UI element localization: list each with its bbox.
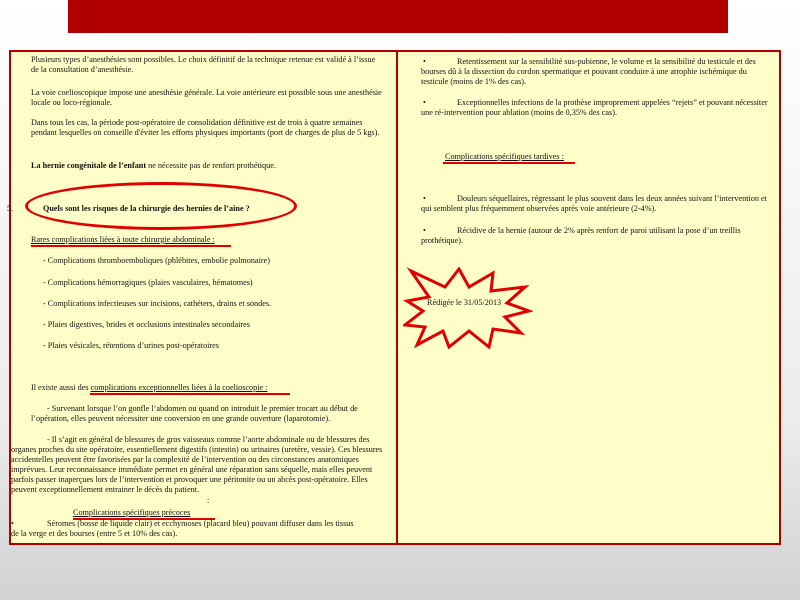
congenital-bold: La hernie congénitale de l’enfant [31,161,147,170]
bullet: • [423,57,426,66]
rare-complications-heading: Rares complications liées à toute chirurgie abdominale : [31,235,215,244]
paragraph-consolidation: Dans tous les cas, la période post-opératoire de consolidation définitive est de trois à quatre semaines pendant lesquelles on conseille d'éviter les efforts physiques importants (port de charges de plus de 5 kgs). [31,118,380,137]
exceptional-prefix: Il existe aussi des [31,383,91,392]
paragraph-recurrence: Récidive de la hernie (autour de 2% après renfort de paroi utilisant la pose d’un treillis prothétique). [421,226,741,245]
paragraph-congenital [31,161,383,171]
underline-exceptional [90,393,290,395]
paragraph-infections: Exceptionnelles infections de la prothèse improprement appelées “rejets” et pouvant nécessiter une ré-intervention pour ablation (moins de 0,35% des cas). [421,98,768,117]
list-item: - Plaies vésicales, rétentions d’urines post-opératoires [43,341,219,350]
early-complications-heading: Complications spécifiques précoces [73,508,191,517]
paragraph-sensitivity: Retentissement sur la sensibilité sus-pubienne, le volume et la sensibilité du testicule et des bourses dû à la dissection du cordon spermatique et pouvant conduire à une atrophie ischémique du testicule (moins de 1% des cas). [421,57,756,86]
starburst-icon [403,267,533,349]
list-item: - Complications hémorragiques (plaies vasculaires, hématomes) [43,278,253,287]
bullet: • [423,98,426,107]
list-item: - Complications infectieuses sur incisions, cathéters, drains et sondes. [43,299,272,308]
early-complications-colon: : [207,496,210,505]
exceptional-heading: complications exceptionnelles liées à la coelioscopie : [90,383,268,392]
bullet: • [423,226,426,235]
redaction-date: Rédigée le 31/05/2013 [427,298,502,307]
congenital-rest: ne nécessite pas de renfort prothétique. [146,161,276,170]
document-frame [9,50,781,545]
question-title: Quels sont les risques de la chirurgie des hernies de l’aine ? [43,204,250,213]
top-banner [68,0,728,33]
column-divider [396,52,398,543]
exceptional-complications-line [31,383,267,393]
paragraph-anesthesia-types: Plusieurs types d’anesthésies sont possibles. Le choix définitif de la technique retenue est validé à l’issue de la consultation d’anesthésie. [31,55,376,74]
left-column [7,52,394,543]
bullet: • [11,519,14,528]
underline-late [443,162,575,164]
late-complications-heading: Complications spécifiques tardives : [445,152,564,161]
list-item: - Complications thromboemboliques (phlébites, embolie pulmonaire) [43,256,270,265]
paragraph-trocart: - Survenant lorsque l’on gonfle l’abdomen ou quand on introduit le premier trocart au début de l’opération, elles peuvent nécessiter une conversion en une grande ouverture (laparotomie). [31,404,358,423]
highlight-oval [25,182,297,230]
paragraph-coelioscopy: La voie coelioscopique impose une anesthésie générale. La voie antérieure est possible sous une anesthésie locale ou loco-régionale. [31,88,382,107]
list-item: - Plaies digestives, brides et occlusions intestinales secondaires [43,320,250,329]
underline-rare [31,245,231,247]
paragraph-seromas: Séromes (bosse de liquide clair) et ecchymoses (placard bleu) pouvant diffuser dans les tissus de la verge et des bourses (entre 5 et 10% des cas). [11,519,354,538]
paragraph-injuries: - Il s’agit en général de blessures de gros vaisseaux comme l’aorte abdominale ou de blessures des organes proches du site opératoire, essentiellement digestifs (intestin) ou urinaires (uretère, vessie). Ces blessures accidentelles peuvent être favorisées par la complexité de l’intervention ou des circonstances anatomiques imprévues. Leur reconnaissance immédiate permet en général une réparation sans séquelle, mais elles peuvent parfois passer inaperçues lors de l’intervention et provoquer une péritonite ou un abcès post-opératoire. Elles peuvent exceptionnellement entrainer le décès du patient. [11,435,383,494]
bullet: • [423,194,426,203]
question-number: 5. [7,204,14,213]
paragraph-pain: Douleurs séquellaires, régressant le plus souvent dans les deux années suivant l’intervention et qui semblent plus fréquemment observées après voie antérieure (2-4%). [421,194,767,213]
right-column [399,52,781,543]
